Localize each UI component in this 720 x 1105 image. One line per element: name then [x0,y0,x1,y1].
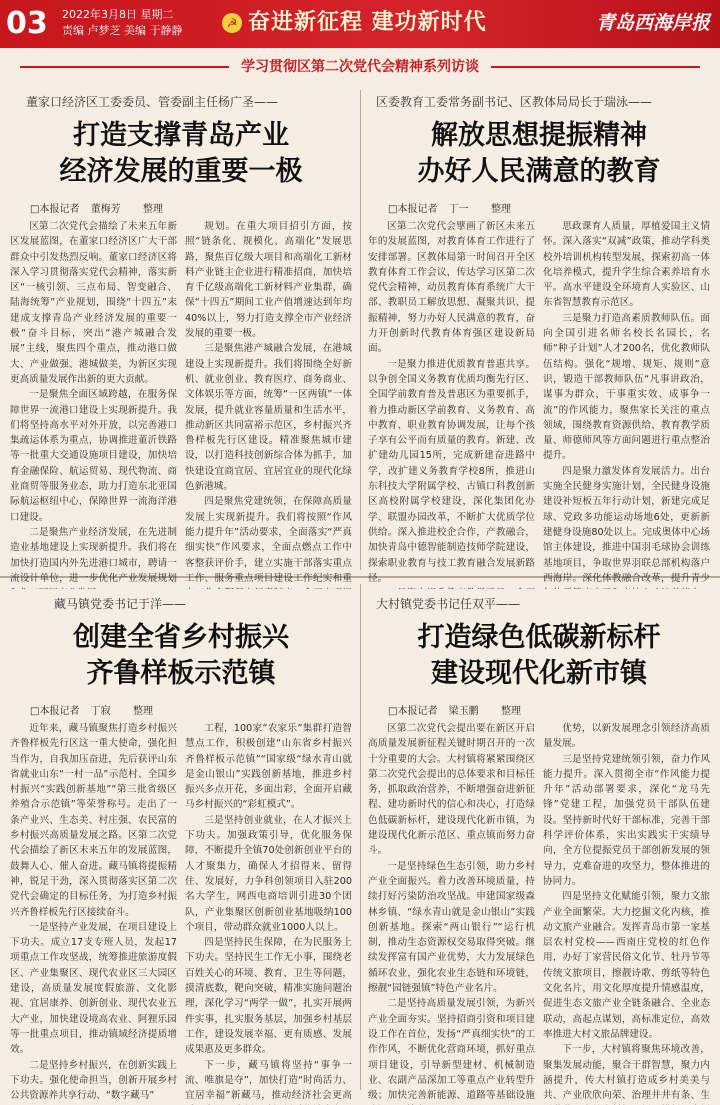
paragraph: 区第二次党代会擘画了新区未来五年的发展蓝图，对教育体育工作进行了安排部署。区教体局第一时间召开全区教育体育工作会议，传达学习区第二次党代会精神，动员教育体育系统广大干部、教职员工解放思想、凝聚共识、提振精神，努力办好人民满意的教育，奋力开创新时代教育体育强区建设新局面。 [368,221,535,355]
article-headline [368,118,710,190]
article-rural-revitalization [10,596,352,1102]
byline [30,200,352,215]
headline-line-2: 建设现代化新市镇 [431,658,647,689]
paragraph: 二是聚焦产业经济发展，在先进制造业基地建设上实现新提升。我们将在加快打造国内外先进港口城市，聘请一流设计单位，进一步优化产业发展规划 [10,526,177,584]
article-headline [10,620,352,692]
body-column [10,721,177,1105]
paragraph: 三是坚持党建统领引领，奋力作风能力提升。深入贯彻全市“作风能力提升年”活动部署要求，深化“龙马先锋”党建工程，加强党员干部队伍建设。坚持新时代好干部标准，完善干部科学评价体系，实出实践实干实绩导向，全方位提振党员干部创新发展的领导力，克难奋进的攻坚力，整体推进的协同力。 [543,753,710,887]
paragraph: 三是聚力打造高素质教师队伍。面向全国引进名师名校长名园长，名师“种子计划”人才200名，优化教师队伍结构。强化“规增、规矩、规则”意识，锻造干部教师队伍“凡事讲政治，谋事为群众，干事重实效、成事争一流”的作风能力，聚焦家长关注的重点领域，围绕教育资源供给、教育教学质量、师德师风等方面问题进行重点整治提升。 [543,312,710,462]
editor-label: 整理 [133,706,154,717]
byline [388,702,710,717]
paragraph: 一是聚焦全面区域跨越，在服务保障世界一流港口建设上实现新提升。我们将坚持高水平对外开放，以完善港口集疏运体系为重点，协调推进董沂铁路等一批重大交通设施项目建设，加快培育金融保险、航运贸易、现代物流、商业商贸等服务业态，助力打造东北亚国际航运枢纽中心，保障世界一流海洋港口建设。 [10,389,177,523]
column-divider-bottom [360,584,361,1090]
headline-line-2: 经济发展的重要一极 [59,156,303,187]
paragraph: 近年来，藏马镇聚焦打造乡村振兴齐鲁样板先行区这一重大使命，强化担当作为，自我加压奋进，先后获评山东省就业山东“一村一品”示范村、全国乡村振兴“实践创新基地”“第三批省级区养殖合示范镇”等荣誉称号。走出了一条产业兴、生态美、村庄强、农民富的乡村振兴高质量发展之路。区第二次党代会描绘了新区未来五年的发展蓝图，鼓舞人心、催人奋进。藏马镇将提振精神，锐足干劲，深入贯彻落实区第二次党代会确定的目标任务，为打造乡村振兴齐鲁样板先行区接续奋斗。 [10,723,177,918]
paragraph [368,586,535,589]
article-body [10,219,352,589]
headline-line-1: 打造绿色低碳新标杆 [417,622,661,653]
reporter-name: 董梅芳 [90,204,121,215]
article-kicker: 董家口经济区工委委员、管委副主任杨广圣—— [26,95,279,109]
article-body [368,721,710,1105]
editor-label: 整理 [491,204,512,215]
paragraph: 一是坚持产业发展，在项目建设上下功夫。成立17支专班人员，发起17项重点工作攻坚战，统筹推进旅游度假区、产业集聚区、现代农业区三大园区建设，高质量发展度假旅游、文化影视、宜居康养、创新创业、现代农业五大产业，加快建设境高农业、阿狸乐园等一批重点项目，推动镇域经济提质增效。 [10,921,177,1056]
party-emblem-icon: ☭ [222,13,242,33]
body-column [10,219,177,589]
paragraph: 区第二次党代会提出要在新区开启高质量发展新征程关键时期召开的一次十分重要的大会。大村镇将紧紧围绕区第二次党代会提出的总体要求和目标任务，抓取政治营养，不断增强奋进新征程、建功新时代的信心和决心，打造绿色低碳新标杆，建设现代化新市镇，为建设现代化新示范区、重点镇而努力奋斗。 [368,723,535,857]
article-kicker: 大村镇党委书记任双平—— [376,597,521,611]
body-column [543,219,710,589]
article-kicker: 藏马镇党委书记于洋—— [54,597,187,611]
body-column [368,219,535,589]
reporter-label: □本报记者 [30,706,80,717]
headline-line-1: 创建全省乡村振兴 [73,622,289,653]
article-green-town [368,596,710,1102]
newspaper-brand-logo: 青岛西海岸报 [595,12,710,34]
headline-line-2: 齐鲁样板示范镇 [86,658,276,689]
reporter-name: 梁玉鹏 [448,706,479,717]
reporter-label: □本报记者 [388,706,438,717]
paragraph: 四是聚力激发体育发展活力。出台实施全民健身实施计划，全民健身设施建设补短板五年行动计划，新建完成足球、党政多功能运动场地6处，更新新建健身设施80处以上。完成奥体中心场馆主体建设，推进中国羽毛球协会训练基地项目，争取世界羽联总部机构落户西海岸。深化体教融合改革，提升青少 [543,465,710,584]
byline [388,200,710,215]
editor-label: 整理 [501,706,522,717]
article-industry-hub [10,94,352,584]
editors-credit: 责编 卢梦芝 美编 于静静 [62,24,183,37]
paragraph: 四是坚持民生保障，在为民服务上下功夫。坚持民生工作无小事，围绕老百姓关心的环境、教育、卫生等问题，摸清底数，靶向突破，精准实施问题治理，深化学习“两学一做”，扎实开展两件实事，扎实服务基层，加强乡村基层工作，建设发展幸福、更有质感、发展成果惠及更多群众。 [185,937,352,1056]
paragraph: 四是聚焦党建统领，在保障高质量发展上实现新提升。我们将按照“作风能力提升年”活动要求，全面落实“严真细实快”作风要求，全面点燃点工作中客整获评价手，建立实施干部落实重点工作、服务重点项目建设工作纪实和重 [185,496,352,584]
headline-line-2: 办好人民满意的教育 [417,156,661,187]
column-divider-top [360,90,361,570]
body-column [368,721,535,1105]
body-column [185,219,352,589]
paragraph: 一是聚力推进优质教育普惠共享。以争创全国义务教育优质均衡先行区、全国学前教育普及普惠区为重要抓手，着力推动新区学前教育、义务教育、高中教育、职业教育协调发展，让每个孩子享有公平而有质量的教育。新建、改扩建幼儿园15所，完成新建奋进路中学，改扩建义务教育学校8所，推进山东科技大学附属学校、古镇口科教创新区高校附属学校建设，深化集团化办学、联盟办园改革，不断扩大优质学位供给。深入推进校企合作，产教融合，加快青岛中德智能制造技师学院建设，探索职业教育与技工教育融合发展新路径。 [368,358,535,584]
paragraph: 三是坚持创业就业，在人才振兴上下功夫。加强政策引导，优化服务保障，不断提升全镇70处创新创业平台的人才聚集力，确保人才招得来、留得住、发展好，力争科创领项目入驻200名大学生，网西电商培训引进30个团队，产业集聚区创新创业基地吸纳100个项目，带动群众就业1000人以上。 [185,814,352,933]
article-body [10,721,352,1105]
date-block [62,7,183,39]
section-title: 学习贯彻区第二次党代会精神系列访谈 [229,52,491,82]
article-body [368,219,710,589]
paragraph: 优势，以新发展理念引领经济高质量发展。 [543,723,710,750]
article-headline [10,118,352,190]
editor-label: 整理 [143,204,164,215]
paragraph: 三是聚焦港产城融合发展，在港城建设上实现新提升。我们将围绕全好新机、就业创业、教育医疗、商务商业、文体娱乐等方面，统筹“一区两镇”一体发展，提升就业容量质量和生活水平，推动新区共同富裕示范区，乡村振兴齐鲁样板先行区建设。精准聚焦城市建设，以打造科技创新综合体为抓手，加快建设宜商宜居、宜居宜业的现代化绿色新港城。 [185,343,352,493]
paragraph: 二是坚持乡村振兴，在创新实践上下功夫。强化使命担当，创新开展乡村公共资源养共享行动、“数字藏马” [10,1059,177,1102]
paragraph: 一是坚持绿色生态引领，助力乡村产业全面振兴。着力改善环境质量，持续打好污染防治攻坚战。申建国家级森林乡镇、“绿水青山就是金山银山”实践创新基地。探索“两山银行”“运行机制，推动生态资源权交易取得突破。继续发挥富有国产业优势，大力发展绿色循环农业，强化农业生态链和环境链，擦靓“园链强镇”特色产业名片。 [368,860,535,995]
masthead [0,0,720,48]
body-column [185,721,352,1105]
paragraph: 下一步，大村镇将聚焦环境改善，聚集发展动能，聚合干群智慧，聚力内涵提升，传大村镇打造成乡村美美与共、产业欣欣向荣、治理井井有条、生 [543,1044,710,1102]
paragraph: 规划。在重大项目招引方面，按照“链条化、规模化、高端化”发展思路，聚焦百亿级大项目和高端化工新材料产业链主企业进行精准招商，加快培育千亿级高端化工新材料产业集群，确保“十四五”期间工业产值增速达到年均40%以上，努力打造支撑全市产业经济发展的重要一极。 [185,221,352,340]
article-kicker: 区委教育工委常务副书记、区教体局局长于瑞泳—— [376,95,653,109]
reporter-name: 丁一 [448,204,469,215]
paragraph: 四是坚持文化赋能引领，聚力文旅产业全面繁荣。大力挖掘文化内核，推动文旅产业融合。发挥青岛市第一家基层农村党校——西南庄党校的红色作用，办好丁家营民俗文化节、牡丹节等传统文旅项目，擦靓诗歌、剪纸等特色文化名片，用文化厚度提升情感温度，促进生态文旅产业全链条融合、全业态联动，高起点谋划，高标准定位，高效率推进大村文旅品牌建设。 [543,891,710,1040]
paragraph: 工程，100家“农家乐”集群打造智慧点工作，积极创建“山东省乡村振兴齐鲁样板示范镇”“国家级“绿水青山就是金山银山”实践创新基地，推进乡村振兴多点开花，多面出彩，全面开启藏马乡村振兴的“彩虹模式”。 [185,723,352,811]
reporter-label: □本报记者 [30,204,80,215]
article-headline [368,620,710,692]
masthead-slogan: 奋进新征程 建功新时代 [248,10,487,35]
headline-line-1: 解放思想提振精神 [431,120,647,151]
section-header [0,52,720,82]
reporter-label: □本报记者 [388,204,438,215]
issue-date: 2022年3月8日 星期二 [62,8,174,21]
byline [30,702,352,717]
headline-line-1: 打造支撑青岛产业 [73,120,289,151]
paragraph: 二是坚持高质量发展引领，为新兴产业全面夯实。坚持招商引资和项目建设工作在首位，发扬“严真细实快”的工作作风，不断优化营商环境，抓好重点项目建设，引导新型建材、机械制造业、农副产品深加工等重点产业转型升级；加快完善新能源、道路等基础设施 [368,998,535,1102]
paragraph: 思政课育人质量，厚植爱国主义情怀。深入落实“双减”政策，推动学科类校外培训机构转型发展，探索初高一体化培养模式，提升学生综合素养培育水平。高水平建设全环境育人实验区、山东省智慧教育示范区。 [543,221,710,309]
reporter-name: 丁寂 [90,706,111,717]
article-education [368,94,710,584]
paragraph: 区第二次党代会描绘了未来五年新区发展蓝图，在董家口经济区广大干部群众中引发热烈反响。董家口经济区将深入学习贯彻落实党代会精神，落实新区“一核引领、三点布局、智变融合、陆海统筹”产业规划，围绕“十四五”末建成支撑青岛产业经济发展的重要一极“奋斗目标，突出“港产城融合发展”主线，聚焦四个重点，推动港口做大、产业做强、港城做美，为新区实现更高质量发展作出新的更大贡献。 [10,221,177,385]
paragraph: 下一步，藏马镇将坚持“事争一流、唯旗是夺”，加快打造“时尚活力、宜居幸福”新藏马，推动经济社会更高 [185,1059,352,1102]
body-column [543,721,710,1105]
page-number: 03 [6,6,48,41]
